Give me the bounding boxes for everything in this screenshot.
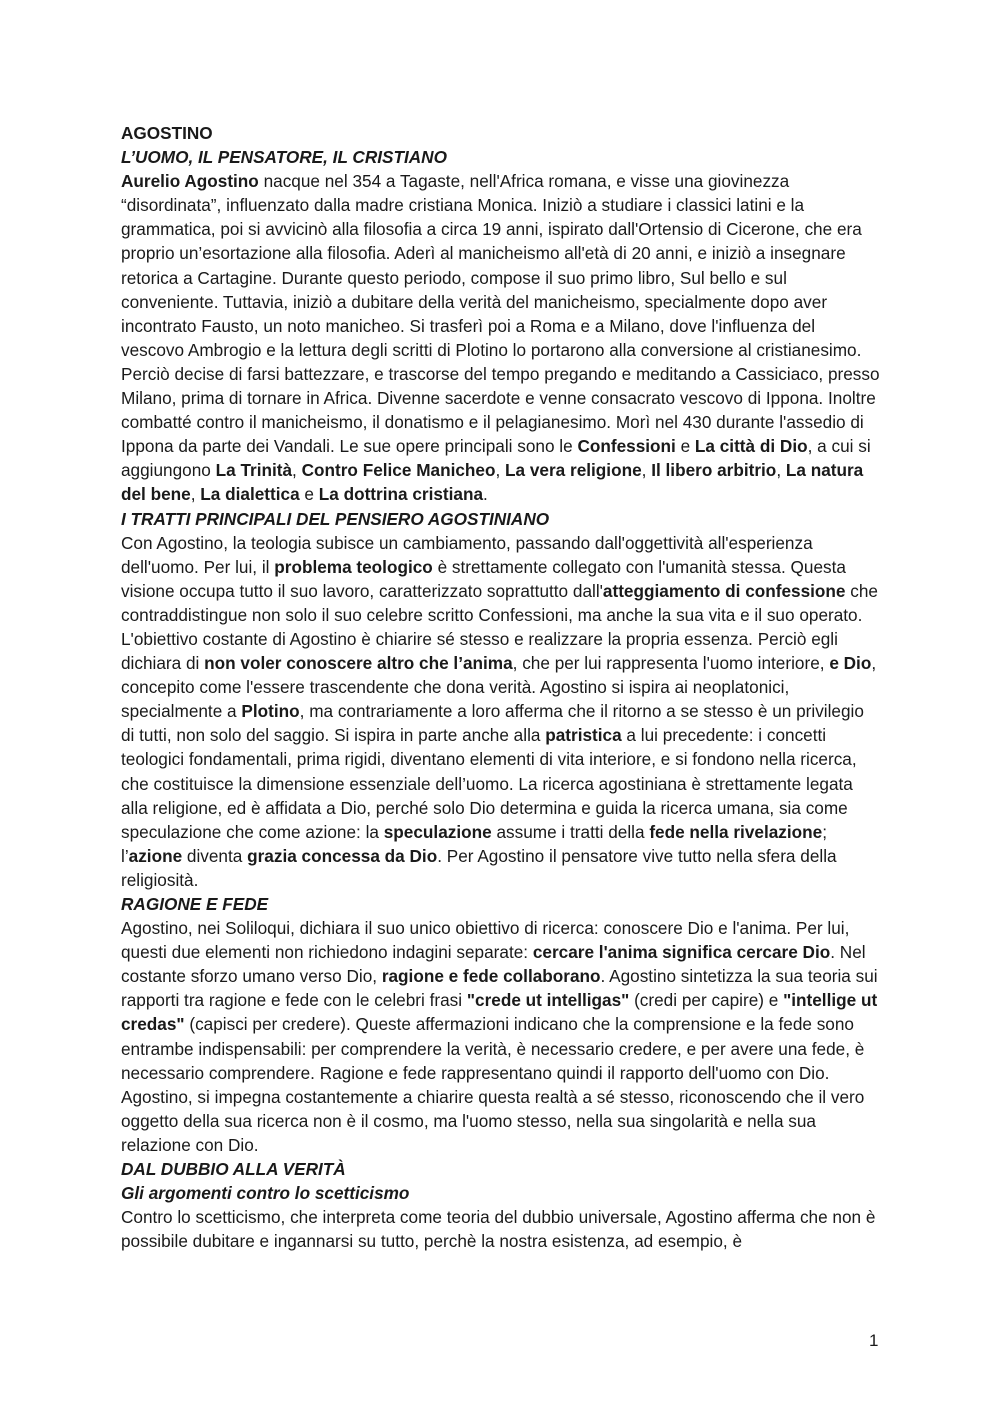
paragraph-tratti: Con Agostino, la teologia subisce un cambiamento, passando dall'oggettività all'esperienza dell'uomo. Per lui, il problema teologico è strettamente collegato con l'umanità stessa. Questa visione occupa tutto il suo lavoro, caratterizzato soprattutto dall'atteggiamento di confessione che contraddistingue non solo il suo celebre scritto Confessioni, ma anche la sua vita e il suo operato. L'obiettivo costante di Agostino è chiarire sé stesso e realizzare la propria essenza. Perciò egli dichiara di non voler conoscere altro che l’anima, che per lui rappresenta l'uomo interiore, e Dio, concepito come l'essere trascendente che dona verità. Agostino si ispira ai neoplatonici, specialmente a Plotino, ma contrariamente a loro afferma che il ritorno a se stesso è un privilegio di tutti, non solo del saggio. Si ispira in parte anche alla patristica a lui precedente: i concetti teologici fondamentali, prima rigidi, diventano elementi di vita interiore, e si fondono nella ricerca, che costituisce la dimensione essenziale dell’uomo. La ricerca agostiniana è strettamente legata alla religione, ed è affidata a Dio, perché solo Dio determina e guida la ricerca umana, sia come speculazione che come azione: la speculazione assume i tratti della fede nella rivelazione; l’azione diventa grazia concessa da Dio. Per Agostino il pensatore vive tutto nella sfera della religiosità. [121,532,878,890]
paragraph-scetticismo: Contro lo scetticismo, che interpreta come teoria del dubbio universale, Agostino afferma che non è possibile dubitare e ingannarsi su tutto, perchè la nostra esistenza, ad esempio, è [121,1207,876,1252]
paragraph-biografia: Aurelio Agostino nacque nel 354 a Tagaste, nell'Africa romana, e visse una giovinezza “disordinata”, influenzato dalla madre cristiana Monica. Iniziò a studiare i classici latini e la grammatica, poi si avvicinò alla filosofia a circa 19 anni, ispirato dall'Ortensio di Cicerone, che era proprio un’esortazione alla filosofia. Aderì al manicheismo all'età di 20 anni, e iniziò a insegnare retorica a Cartagine. Durante questo periodo, compose il suo primo libro, Sul bello e sul conveniente. Tuttavia, iniziò a dubitare della verità del manicheismo, specialmente dopo aver incontrato Fausto, un noto manicheo. Si trasferì poi a Roma e a Milano, dove l'influenza del vescovo Ambrogio e la lettura degli scritti di Plotino lo portarono alla conversione al cristianesimo. Perciò decise di farsi battezzare, e trascorse del tempo pregando e meditando a Cassiciaco, presso Milano, prima di tornare in Africa. Divenne sacerdote e venne consacrato vescovo di Ippona. Inoltre combatté contro il manicheismo, il donatismo e il pelagianesimo. Morì nel 430 durante l'assedio di Ippona da parte dei Vandali. Le sue opere principali sono le Confessioni e La città di Dio, a cui si aggiungono La Trinità, Contro Felice Manicheo, La vera religione, Il libero arbitrio, La natura del bene, La dialettica e La dottrina cristiana. [121,171,880,505]
document-body [121,121,881,1253]
section-heading-ragione-fede: RAGIONE E FEDE [121,894,269,914]
page-number: 1 [869,1331,879,1350]
paragraph-ragione-fede: Agostino, nei Soliloqui, dichiara il suo unico obiettivo di ricerca: conoscere Dio e l'anima. Per lui, questi due elementi non richiedono indagini separate: cercare l'anima significa cercare Dio. Nel costante sforzo umano verso Dio, ragione e fede collaborano. Agostino sintetizza la sua teoria sui rapporti tra ragione e fede con le celebri frasi "crede ut intelligas" (credi per capire) e "intellige ut credas" (capisci per credere). Queste affermazioni indicano che la comprensione e la fede sono entrambe indispensabili: per comprendere la verità, è necessario credere, e per avere una fede, è necessario comprendere. Ragione e fede rappresentano quindi il rapporto dell'uomo con Dio. Agostino, si impegna costantemente a chiarire questa realtà a sé stesso, riconoscendo che il vero oggetto della sua ricerca non è il cosmo, ma l'uomo stesso, nella sua singolarità e nella sua relazione con Dio. [121,918,878,1155]
section-heading-dubbio: DAL DUBBIO ALLA VERITÀ [121,1159,346,1180]
section-heading-uomo: L’UOMO, IL PENSATORE, IL CRISTIANO [121,147,447,168]
section-heading-tratti: I TRATTI PRINCIPALI DEL PENSIERO AGOSTINIANO [121,508,550,529]
document-title: AGOSTINO [121,123,213,143]
subsection-heading-scetticismo: Gli argomenti contro lo scetticismo [121,1183,410,1204]
